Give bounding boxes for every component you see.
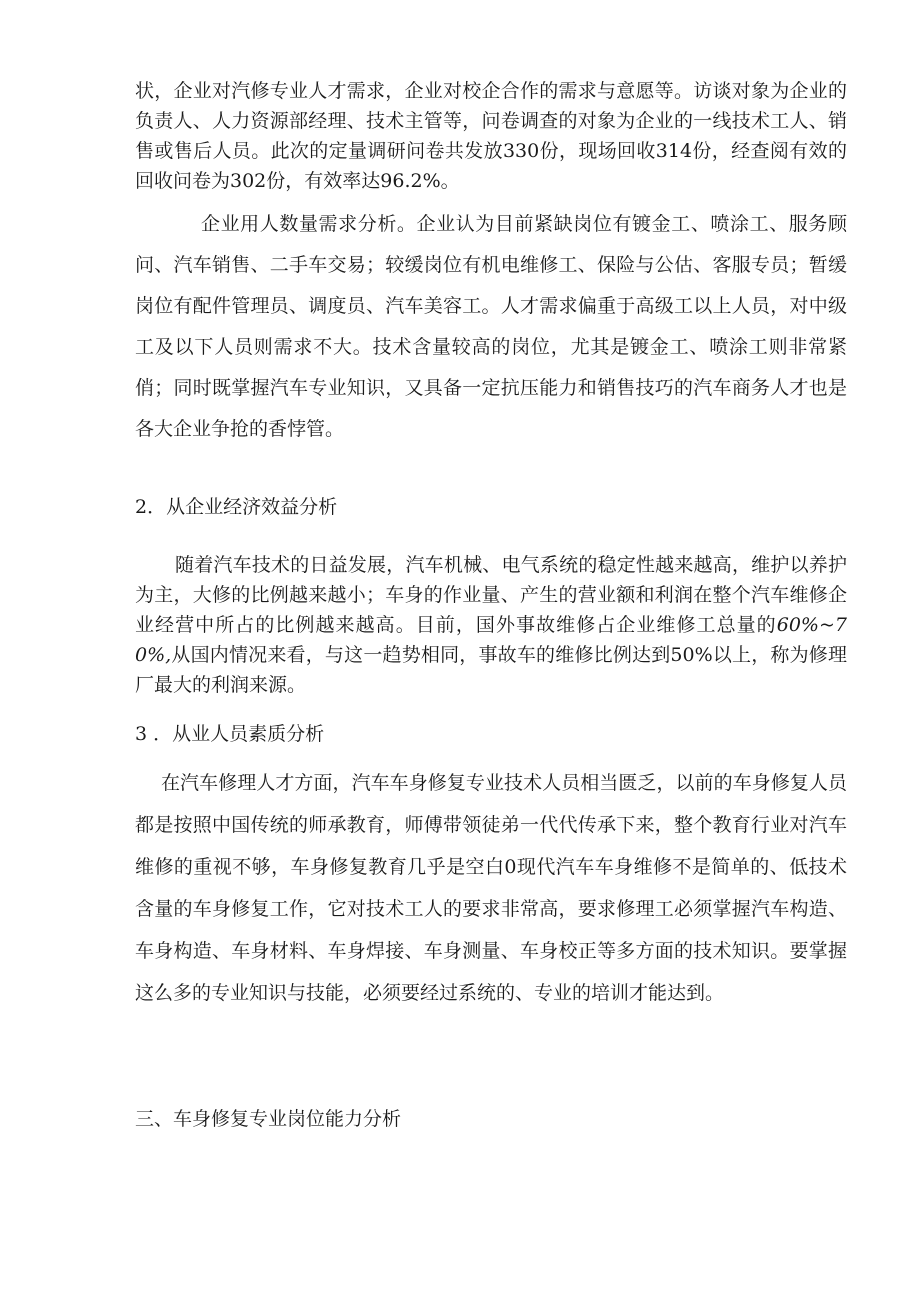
paragraph-staffing-demand: 企业用人数量需求分析。企业认为目前紧缺岗位有镀金工、喷涂工、服务顾问、汽车销售、二手车交易；较缓岗位有机电维修工、保险与公估、客服专员；暂缓岗位有配件管理员、调度员、汽车美容工。人才需求偏重于高级工以上人员，对中级工及以下人员则需求不大。技术含量较高的岗位，尤其是镀金工、喷涂工则非常紧俏；同时既掌握汽车专业知识，又具备一定抗压能力和销售技巧的汽车商务人才也是各大企业争抢的香悖管。 <box>135 213 847 440</box>
section-heading-economic-benefit: 2．从企业经济效益分析 <box>135 496 338 518</box>
section-heading-staff-quality: 3 ．从业人员素质分析 <box>135 723 325 745</box>
paragraph-staff-quality: 在汽车修理人才方面，汽车车身修复专业技术人员相当匮乏，以前的车身修复人员都是按照中国传统的师承教育，师傅带领徒弟一代代传承下来，整个教育行业对汽车维修的重视不够，车身修复教育几乎是空白0现代汽车车身维修不是简单的、低技术含量的车身修复工作，它对技术工人的要求非常高，要求修理工必须掌握汽车构造、车身构造、车身材料、车身焊接、车身测量、车身校正等多方面的技术知识。要掌握这么多的专业知识与技能，必须要经过系统的、专业的培训才能达到。 <box>135 772 847 1004</box>
paragraph-economic-benefit <box>135 550 847 700</box>
paragraph-economic-text-a: 随着汽车技术的日益发展，汽车机械、电气系统的稳定性越来越高，维护以养护为主，大修的比例越来越小；车身的作业量、产生的营业额和利润在整个汽车维修企业经营中所占的比例越来越高。目前，国外事故维修占企业维修工总量的 <box>135 554 847 636</box>
paragraph-economic-text-b: 从国内情况来看，与这一趋势相同，事故车的维修比例达到50%以上，称为修理厂最大的利润来源。 <box>135 644 847 696</box>
chapter-heading-job-ability: 三、车身修复专业岗位能力分析 <box>135 1108 402 1130</box>
paragraph-survey-method: 状，企业对汽修专业人才需求，企业对校企合作的需求与意愿等。访谈对象为企业的负责人、人力资源部经理、技术主管等，问卷调查的对象为企业的一线技术工人、销售或售后人员。此次的定量调研问卷共发放330份，现场回收314份，经查阅有效的回收问卷为302份，有效率达96.2%。 <box>135 80 847 192</box>
paragraph-economic-percentage: 60%~70%, <box>135 614 847 666</box>
